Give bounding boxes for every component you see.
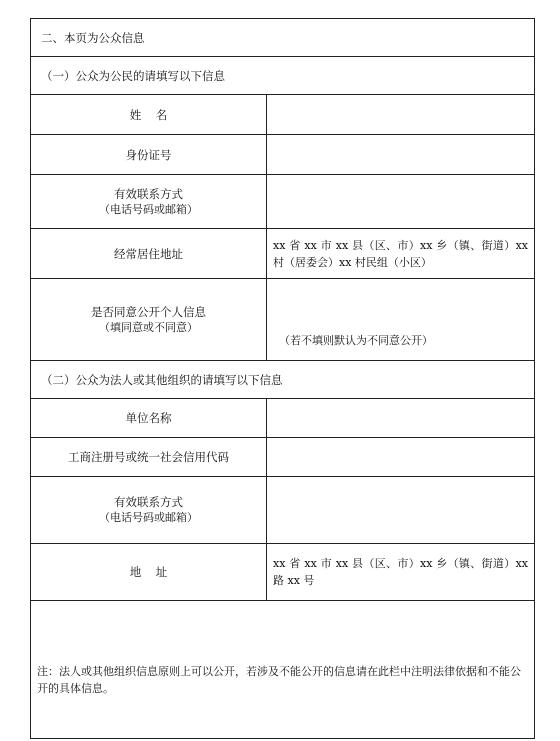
part1-heading bbox=[31, 57, 534, 95]
org-name-field[interactable] bbox=[267, 399, 534, 437]
part2-heading bbox=[31, 361, 534, 399]
address-field[interactable] bbox=[267, 229, 534, 278]
consent-label-text: 是否同意公开个人信息 bbox=[91, 304, 206, 319]
org-address-field[interactable] bbox=[267, 544, 534, 600]
row-org-address bbox=[31, 544, 534, 601]
consent-field[interactable] bbox=[267, 279, 534, 360]
note-area[interactable] bbox=[31, 601, 534, 738]
contact-field[interactable] bbox=[267, 175, 534, 228]
reg-code-label bbox=[31, 438, 267, 476]
row-contact bbox=[31, 175, 534, 229]
org-contact-label-text: 有效联系方式 bbox=[114, 495, 183, 509]
id-field[interactable] bbox=[267, 135, 534, 174]
row-org-contact bbox=[31, 477, 534, 544]
public-info-form bbox=[30, 18, 535, 739]
section-title bbox=[31, 19, 534, 57]
org-address-label bbox=[31, 544, 267, 600]
org-contact-label bbox=[31, 477, 267, 543]
note-text: 注：法人或其他组织信息原则上可以公开，若涉及不能公开的信息请在此栏中注明法律依据和不能公开的具体信息。 bbox=[37, 665, 521, 695]
contact-sub-text: （电话号码或邮箱） bbox=[99, 202, 198, 216]
reg-code-field[interactable] bbox=[267, 438, 534, 476]
row-name bbox=[31, 95, 534, 135]
part2-heading-text: （二）公众为法人或其他组织的请填写以下信息 bbox=[41, 372, 283, 387]
address-label-text: 经常居住地址 bbox=[114, 246, 183, 261]
section-title-text: 二、本页为公众信息 bbox=[41, 30, 145, 45]
id-label bbox=[31, 135, 267, 174]
contact-label-text: 有效联系方式 bbox=[114, 186, 183, 201]
consent-hint: （若不填则默认为不同意公开） bbox=[279, 334, 433, 347]
row-address bbox=[31, 229, 534, 279]
address-label bbox=[31, 229, 267, 278]
consent-sub-text: （填同意或不同意） bbox=[99, 320, 198, 334]
row-reg-code bbox=[31, 438, 534, 477]
name-label bbox=[31, 95, 267, 134]
row-id bbox=[31, 135, 534, 175]
org-contact-field[interactable] bbox=[267, 477, 534, 543]
org-contact-sub-text: （电话号码或邮箱） bbox=[99, 511, 198, 524]
part1-heading-text: （一）公众为公民的请填写以下信息 bbox=[41, 68, 225, 83]
org-address-value: xx 省 xx 市 xx 县（区、市）xx 乡（镇、街道）xx 路 xx 号 bbox=[273, 557, 528, 587]
name-field[interactable] bbox=[267, 95, 534, 134]
org-name-label-text: 单位名称 bbox=[125, 411, 172, 425]
org-name-label bbox=[31, 399, 267, 437]
id-label-text: 身份证号 bbox=[125, 147, 172, 162]
address-value: xx 省 xx 市 xx 县（区、市）xx 乡（镇、街道）xx 村（居委会）xx 村民组（小区） bbox=[273, 238, 528, 269]
row-org-name bbox=[31, 399, 534, 438]
name-label-text: 姓 名 bbox=[129, 107, 168, 122]
org-address-label-text: 地 址 bbox=[129, 565, 168, 579]
row-consent bbox=[31, 279, 534, 361]
contact-label bbox=[31, 175, 267, 228]
reg-code-label-text: 工商注册号或统一社会信用代码 bbox=[68, 450, 229, 464]
consent-label bbox=[31, 279, 267, 360]
